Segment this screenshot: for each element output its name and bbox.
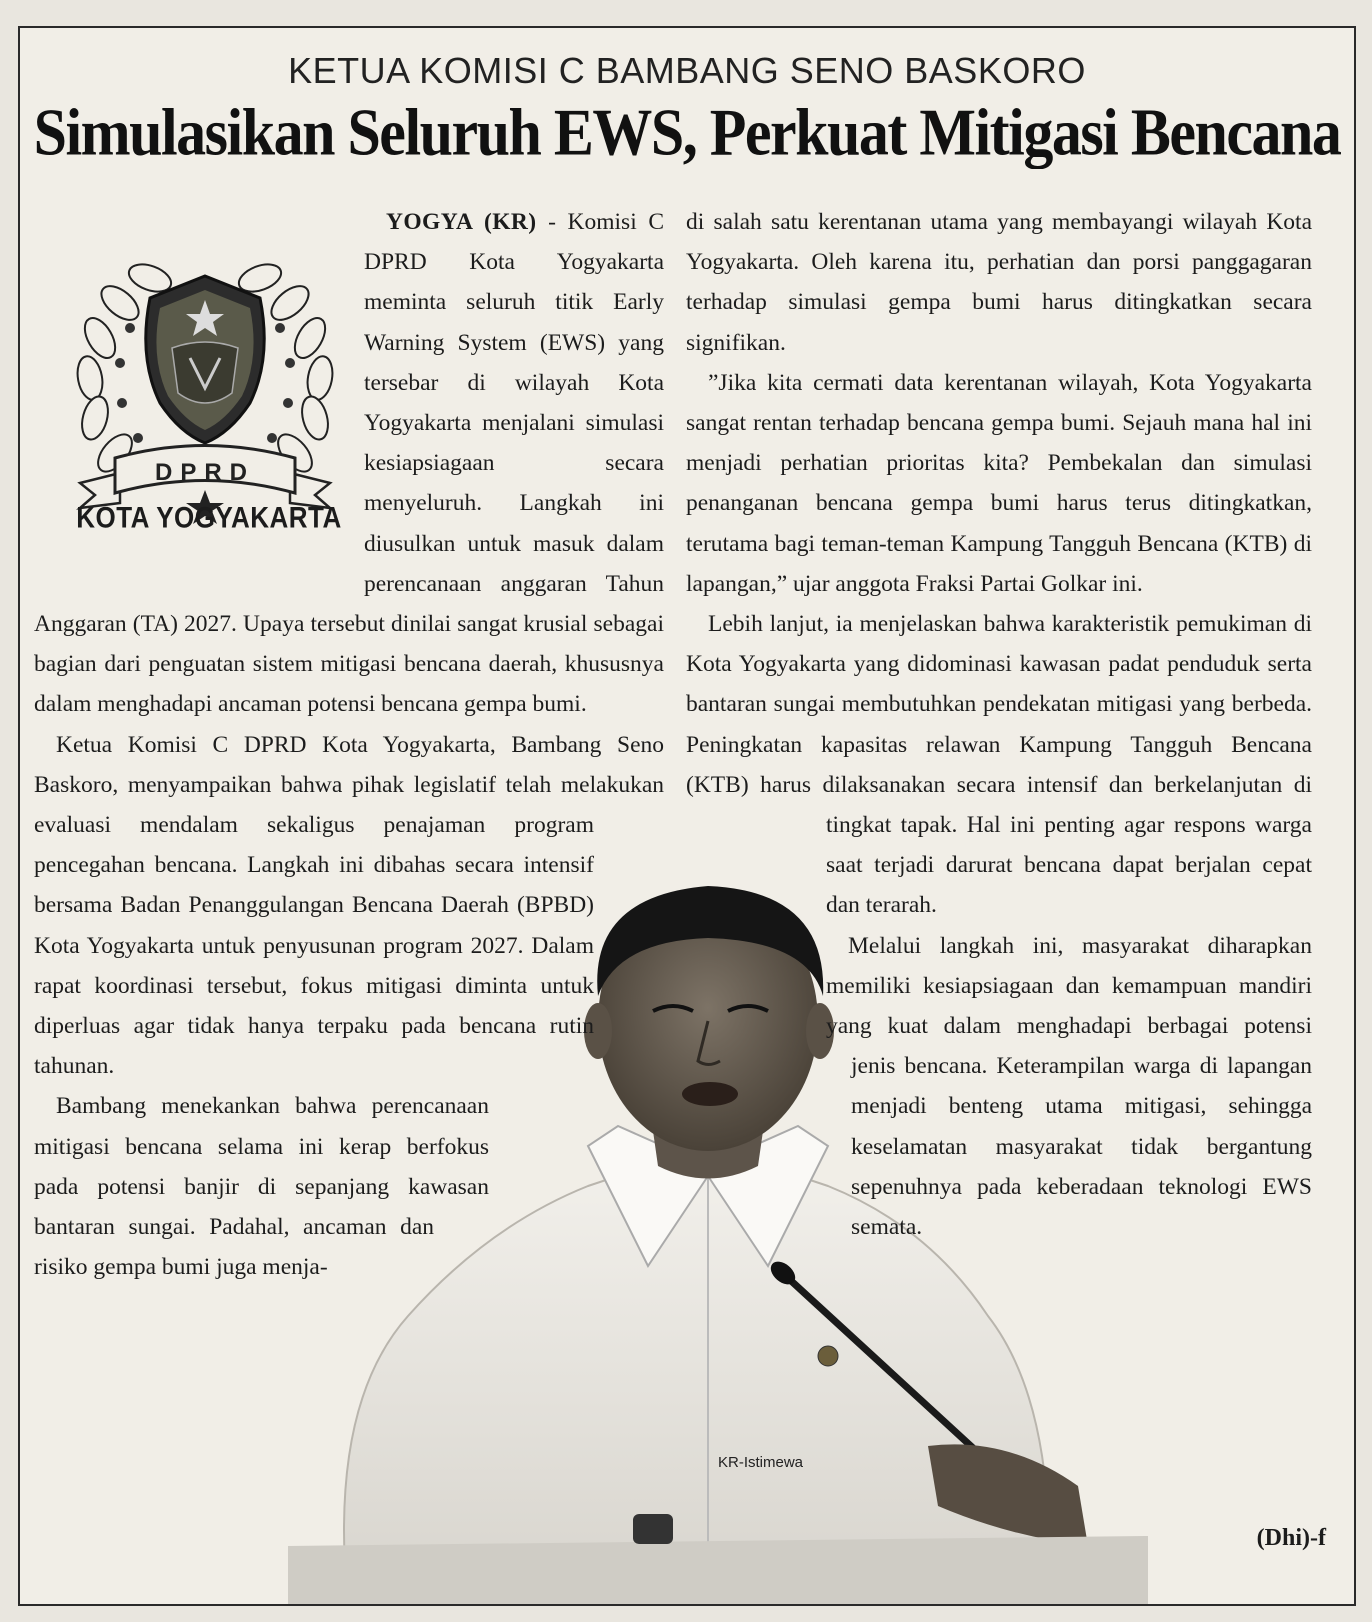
article-headline: Simulasikan Seluruh EWS, Perkuat Mitigasi Bencana [33, 94, 1341, 169]
article-paragraph-2: Ketua Komisi C DPRD Kota Yogyakarta, Bambang Seno Baskoro, menyampaikan bahwa pihak legislatif telah melakukan evaluasi mendalam sekaligus penajaman program pencegahan bencana. Langkah ini dibahas secara intensif bersama Badan Penanggulangan Bencana Daerah (BPBD) Kota Yogyakarta untuk penyusunan program 2027. Dalam rapat koordinasi tersebut, fokus mitigasi diminta untuk diperluas agar tidak hanya terpaku pada bencana rutin tahunan. [34, 731, 664, 1080]
article-dateline: YOGYA (KR) [386, 209, 537, 235]
article-kicker: KETUA KOMISI C BAMBANG SENO BASKORO [288, 50, 1086, 91]
article-column-1 [34, 202, 664, 1606]
dprd-banner-text: DPRD [154, 459, 256, 486]
article-paragraph-3: Bambang menekankan bahwa perencanaan mitigasi bencana selama ini kerap berfokus pada potensi banjir di sepanjang kawasan bantaran sungai. Padahal, ancaman dan risiko gempa bumi juga menja- [34, 1093, 489, 1281]
article-paragraph-7: Melalui langkah ini, masyarakat diharapkan memiliki kesiapsiagaan dan kemampuan mandiri yang kuat dalam menghadapi berbagai potensi jenis bencana. Keterampilan warga di lapangan menjadi benteng utama mitigasi, sehingga keselamatan masyarakat tidak bergantung sepenuhnya pada keberadaan teknologi EWS semata. [826, 932, 1312, 1241]
article-column-2 [686, 202, 1312, 1606]
article-byline: (Dhi)-f [1256, 1525, 1326, 1551]
article-frame [18, 26, 1356, 1606]
article-paragraph-5: ”Jika kita cermati data kerentanan wilayah, Kota Yogyakarta sangat rentan terhadap bencana gempa bumi. Sejauh mana hal ini menjadi perhatian prioritas kita? Pembekalan dan simulasi penanganan bencana gempa bumi harus terus ditingkatkan, terutama bagi teman-teman Kampung Tangguh Bencana (KTB) di lapangan,” ujar anggota Fraksi Partai Golkar ini. [686, 369, 1312, 597]
article-paragraph-6: Lebih lanjut, ia menjelaskan bahwa karakteristik pemukiman di Kota Yogyakarta yang didominasi kawasan padat penduduk serta bantaran sungai membutuhkan pendekatan mitigasi yang berbeda. Peningkatan kapasitas relawan Kampung Tangguh Bencana (KTB) harus dilaksanakan secara intensif dan berkelanjutan di tingkat tapak. Hal ini penting agar respons warga saat terjadi darurat bencana dapat berjalan cepat dan terarah. [686, 611, 1312, 919]
article-paragraph-1: YOGYA (KR) - Komisi C DPRD Kota Yogyakarta meminta seluruh titik Early Warning System (EWS) yang tersebar di wilayah Kota Yogyakarta menjalani simulasi kesiapsiagaan secara menyeluruh. Langkah ini diusulkan untuk masuk dalam perencanaan anggaran Tahun Anggaran (TA) 2027. Upaya tersebut dinilai sangat krusial sebagai bagian dari penguatan sistem mitigasi bencana daerah, khususnya dalam menghadapi ancaman potensi bencana gempa bumi. [34, 209, 664, 718]
article-paragraph-4: di salah satu kerentanan utama yang membayangi wilayah Kota Yogyakarta. Oleh karena itu, perhatian dan porsi panggagaran terhadap simulasi gempa bumi harus ditingkatkan secara signifikan. [686, 209, 1312, 356]
photo-credit: KR-Istimewa [718, 1454, 804, 1471]
logo-caption: KOTA YOGYAKARTA [76, 499, 342, 535]
